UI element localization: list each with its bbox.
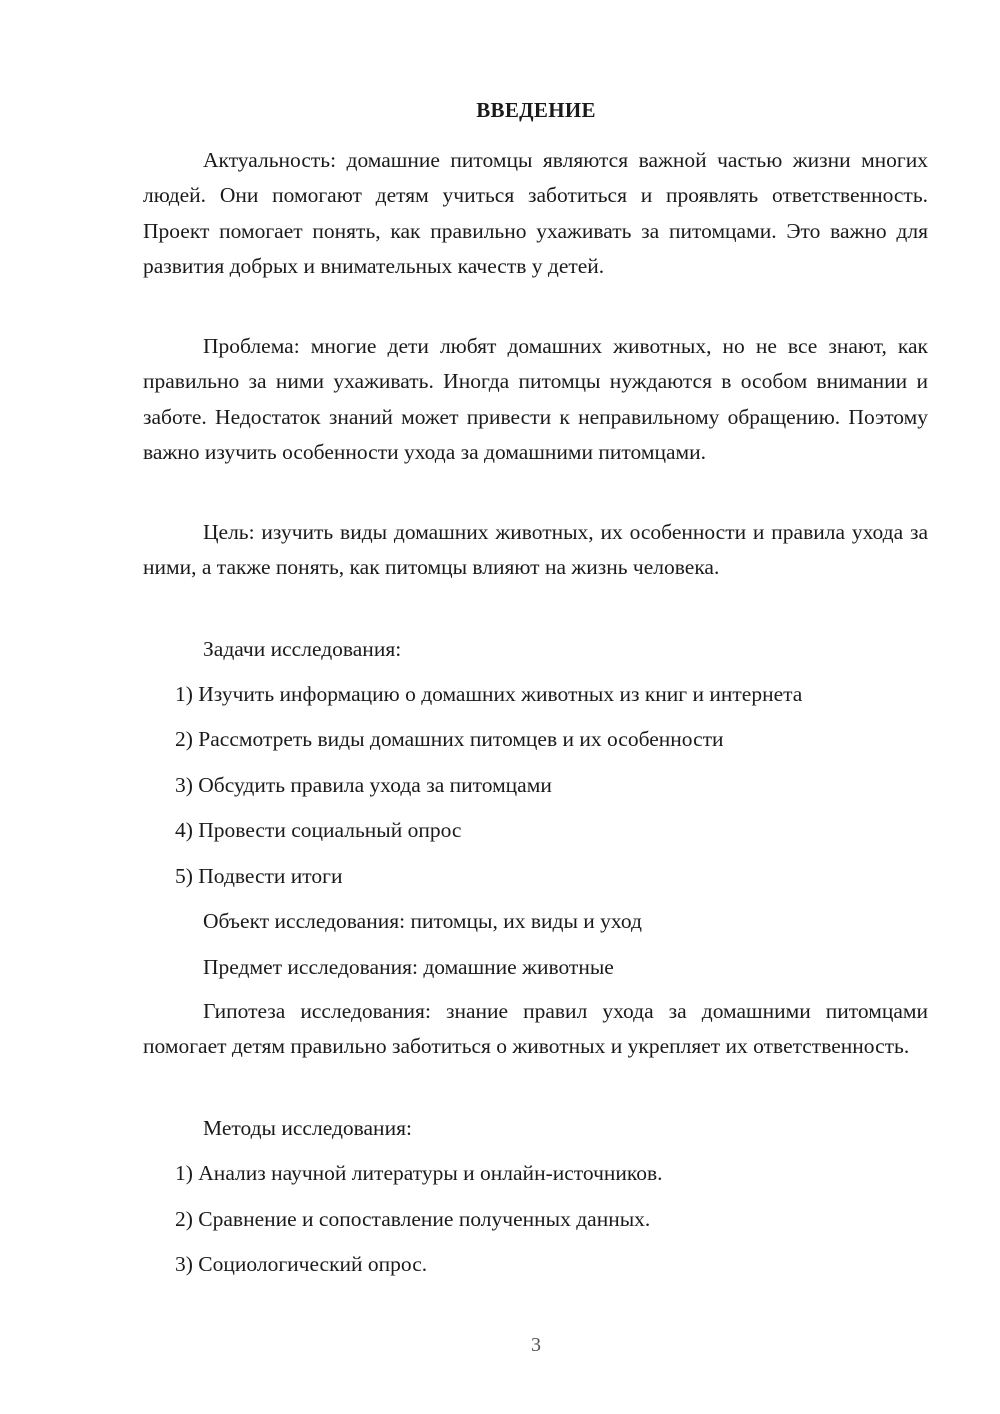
- task-item-3: 3) Обсудить правила ухода за питомцами: [175, 773, 552, 797]
- problem-paragraph: Проблема: многие дети любят домашних животных, но не все знают, как правильно за ними ухаживать. Иногда питомцы нуждаются в особом внимании и заботе. Недостаток знаний может привести к неправильному обращению. Поэтому важно изучить особенности ухода за домашними питомцами.: [143, 334, 928, 464]
- research-object: Объект исследования: питомцы, их виды и уход: [203, 909, 642, 933]
- research-subject: Предмет исследования: домашние животные: [203, 955, 614, 979]
- method-item-3: 3) Социологический опрос.: [175, 1252, 428, 1276]
- method-item-1: 1) Анализ научной литературы и онлайн-источников.: [175, 1161, 663, 1185]
- task-item-1: 1) Изучить информацию о домашних животных из книг и интернета: [175, 682, 803, 706]
- relevance-paragraph: Актуальность: домашние питомцы являются важной частью жизни многих людей. Они помогают детям учиться заботиться и проявлять ответственность. Проект помогает понять, как правильно ухаживать за питомцами. Это важно для развития добрых и внимательных качеств у детей.: [143, 148, 928, 278]
- tasks-heading: Задачи исследования:: [203, 637, 402, 661]
- goal-paragraph: Цель: изучить виды домашних животных, их особенности и правила ухода за ними, а также понять, как питомцы влияют на жизнь человека.: [143, 520, 928, 580]
- task-item-5: 5) Подвести итоги: [175, 864, 343, 888]
- task-item-4: 4) Провести социальный опрос: [175, 818, 462, 842]
- section-title: ВВЕДЕНИЕ: [476, 98, 596, 122]
- hypothesis-paragraph: Гипотеза исследования: знание правил ухода за домашними питомцами помогает детям правильно заботиться о животных и укрепляет их ответственность.: [143, 999, 928, 1059]
- method-item-2: 2) Сравнение и сопоставление полученных данных.: [175, 1207, 651, 1231]
- methods-heading: Методы исследования:: [203, 1116, 412, 1140]
- task-item-2: 2) Рассмотреть виды домашних питомцев и их особенности: [175, 727, 724, 751]
- page-number: 3: [531, 1334, 541, 1356]
